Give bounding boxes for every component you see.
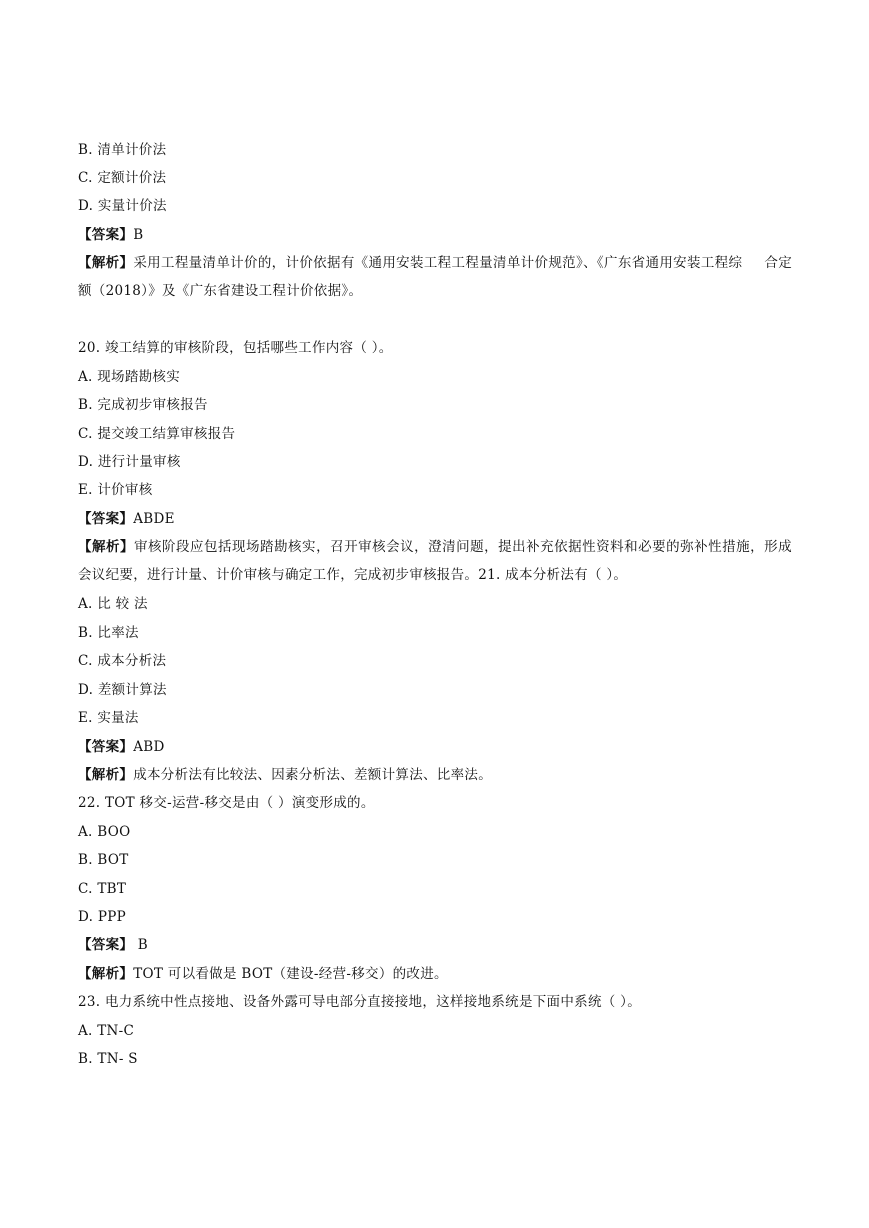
option-c-line: C. 成本分析法 (78, 653, 167, 669)
option-c-line: C. 提交竣工结算审核报告 (78, 426, 236, 442)
option-d-line: D. PPP (78, 909, 126, 925)
analysis-paragraph-20: 【解析】审核阶段应包括现场踏勘核实，召开审核会议，澄清问题，提出补充依据性资料和必要的弥补性措施，形成会议纪要，进行计量、计价审核与确定工作，完成初步审核报告。21. 成本分析法有（ ）。 (78, 539, 792, 583)
question-20-stem: 20. 竣工结算的审核阶段，包括哪些工作内容（ ）。 (78, 340, 393, 356)
option-b-line: B. 清单计价法 (78, 142, 167, 158)
answer-line: 【答案】B (78, 227, 144, 243)
question-22-stem: 22. TOT 移交-运营-移交是由（ ）演变形成的。 (78, 795, 375, 811)
option-d-line: D. 进行计量审核 (78, 454, 181, 470)
answer-line: 【答案】 B (78, 937, 149, 953)
option-a-line: A. 比 较 法 (78, 596, 148, 612)
question-23-stem: 23. 电力系统中性点接地、设备外露可导电部分直接接地，这样接地系统是下面中系统（ ）。 (78, 994, 642, 1010)
option-b-line: B. TN- S (78, 1051, 138, 1067)
option-c-line: C. TBT (78, 881, 127, 897)
answer-line: 【答案】ABD (78, 739, 165, 755)
option-e-line: E. 计价审核 (78, 482, 153, 498)
analysis-line: 【解析】成本分析法有比较法、因素分析法、差额计算法、比率法。 (78, 767, 493, 783)
option-a-line: A. TN-C (78, 1023, 135, 1039)
option-d-line: D. 差额计算法 (78, 682, 167, 698)
option-c-line: C. 定额计价法 (78, 170, 167, 186)
analysis-paragraph-19: 【解析】采用工程量清单计价的，计价依据有《通用安装工程工程量清单计价规范》、《广东省通用安装工程综 合定额（2018）》及《广东省建设工程计价依据》。 (78, 255, 793, 299)
option-b-line: B. BOT (78, 852, 129, 868)
answer-line: 【答案】ABDE (78, 511, 175, 527)
option-d-line: D. 实量计价法 (78, 198, 167, 214)
option-a-line: A. 现场踏勘核实 (78, 369, 181, 385)
option-e-line: E. 实量法 (78, 710, 139, 726)
analysis-line: 【解析】TOT 可以看做是 BOT（建设-经营-移交）的改进。 (78, 966, 448, 982)
option-b-line: B. 比率法 (78, 625, 139, 641)
option-a-line: A. BOO (78, 824, 131, 840)
option-b-line: B. 完成初步审核报告 (78, 397, 208, 413)
